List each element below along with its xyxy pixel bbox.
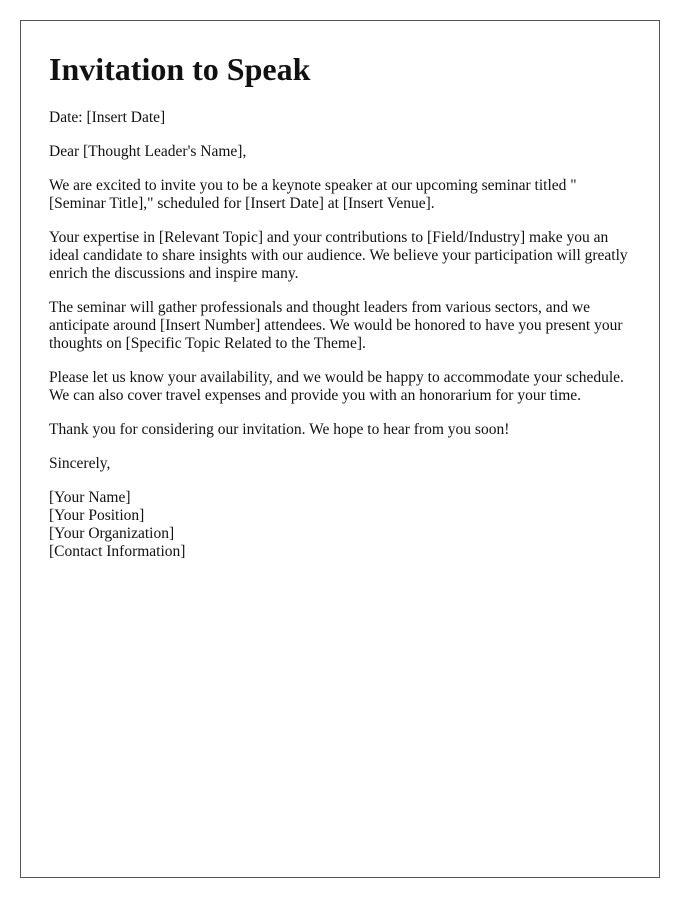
signature-contact: [Contact Information]: [49, 543, 186, 560]
signature-name: [Your Name]: [49, 489, 131, 506]
closing: Sincerely,: [49, 455, 111, 472]
body-paragraph-seminar-details: The seminar will gather professionals and thought leaders from various sectors, and we anticipate around [Insert Number] attendees. We would be honored to have you present your thoughts on [Specific Topic Related to the Theme].: [49, 299, 623, 352]
salutation: Dear [Thought Leader's Name],: [49, 143, 247, 160]
signature-position: [Your Position]: [49, 507, 145, 524]
signature-block: [49, 489, 631, 561]
body-paragraph-thanks: Thank you for considering our invitation. We hope to hear from you soon!: [49, 421, 510, 438]
body-paragraph-invitation: We are excited to invite you to be a keynote speaker at our upcoming seminar titled "[Seminar Title]," scheduled for [Insert Date] at [Insert Venue].: [49, 177, 577, 212]
signature-organization: [Your Organization]: [49, 525, 175, 542]
body-paragraph-availability: Please let us know your availability, and we would be happy to accommodate your schedule. We can also cover travel expenses and provide you with an honorarium for your time.: [49, 369, 624, 404]
body-paragraph-expertise: Your expertise in [Relevant Topic] and your contributions to [Field/Industry] make you an ideal candidate to share insights with our audience. We believe your participation will greatly enrich the discussions and inspire many.: [49, 229, 628, 282]
letter-page: [20, 20, 660, 878]
letter-title: Invitation to Speak: [49, 51, 311, 87]
date-line: Date: [Insert Date]: [49, 109, 166, 126]
